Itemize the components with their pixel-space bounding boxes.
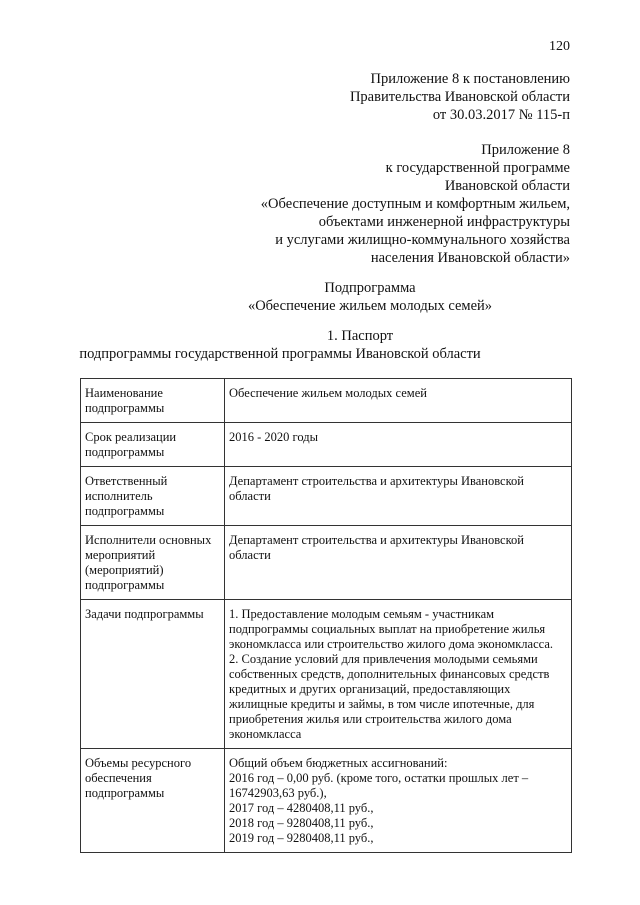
row-value-line: экономкласса (229, 727, 302, 741)
row-label-line: Срок реализации (85, 430, 177, 444)
row-value-line: 2019 год – 9280408,11 руб., (229, 831, 374, 845)
passport-table (80, 378, 572, 853)
row-value-line: собственных средств, дополнительных финансовых средств (229, 667, 550, 681)
row-value-line: Департамент строительства и архитектуры Ивановской (229, 474, 524, 488)
row-value-line: жилищные кредиты и займы, в том числе ипотечные, для (229, 697, 535, 711)
row-label-cell (81, 600, 225, 749)
subprogram-name: «Обеспечение жильем молодых семей» (247, 298, 493, 314)
appendix-program-line: Ивановской области (444, 178, 570, 194)
row-label-cell (81, 526, 225, 600)
appendix-program-line: объектами инженерной инфраструктуры (318, 214, 570, 230)
appendix-decree-line: от 30.03.2017 № 115-п (432, 107, 570, 123)
row-value-cell (225, 423, 572, 467)
row-value-line: области (229, 489, 271, 503)
row-label-line: обеспечения (85, 771, 152, 785)
table-row (81, 423, 572, 467)
row-value-line: экономкласса или строительство жилого дома экономкласса. (229, 637, 554, 651)
row-label-line: подпрограммы (85, 578, 165, 592)
row-label-line: Объемы ресурсного (85, 756, 192, 770)
row-label-line: (мероприятий) (85, 563, 164, 577)
row-label-line: подпрограммы (85, 445, 165, 459)
appendix-program-line: населения Ивановской области» (370, 250, 570, 266)
appendix-program-line: к государственной программе (385, 160, 570, 176)
row-value-line: 2016 - 2020 годы (229, 430, 319, 444)
row-value-line: области (229, 548, 271, 562)
row-label-line: подпрограммы (85, 401, 165, 415)
row-value-cell (225, 379, 572, 423)
row-value-line: 2018 год – 9280408,11 руб., (229, 816, 374, 830)
row-value-line: Обеспечение жильем молодых семей (229, 386, 427, 400)
table-row (81, 379, 572, 423)
subprogram-title-block (50, 279, 640, 315)
row-label-line: Ответственный (85, 474, 168, 488)
table-row (81, 526, 572, 600)
row-value-line: кредитных и других организаций, предоставляющих (229, 682, 511, 696)
row-label-cell (81, 749, 225, 853)
row-label-line: подпрограммы (85, 504, 165, 518)
row-value-line: 2. Создание условий для привлечения молодыми семьями (229, 652, 538, 666)
passport-heading-block (40, 327, 640, 363)
row-value-line: Общий объем бюджетных ассигнований: (229, 756, 448, 770)
row-value-line: подпрограммы социальных выплат на приобретение жилья (229, 622, 546, 636)
table-row (81, 467, 572, 526)
row-label-line: исполнитель (85, 489, 153, 503)
table-row (81, 600, 572, 749)
row-label-line: Исполнители основных (85, 533, 212, 547)
row-value-line: 2017 год – 4280408,11 руб., (229, 801, 374, 815)
appendix-program-line: «Обеспечение доступным и комфортным жильем, (260, 196, 570, 212)
row-label-cell (81, 467, 225, 526)
row-value-line: 1. Предоставление молодым семьям - участникам (229, 607, 495, 621)
row-label-cell (81, 423, 225, 467)
row-value-cell (225, 526, 572, 600)
appendix-decree-line: Правительства Ивановской области (349, 89, 570, 105)
appendix-decree-line: Приложение 8 к постановлению (370, 71, 570, 87)
appendix-decree-block (350, 70, 570, 124)
appendix-program-line: Приложение 8 (481, 142, 570, 158)
row-label-cell (81, 379, 225, 423)
page-number: 120 (549, 39, 570, 54)
table-row (81, 749, 572, 853)
appendix-program-line: и услугами жилищно-коммунального хозяйства (275, 232, 570, 248)
row-value-line: 2016 год – 0,00 руб. (кроме того, остатки прошлых лет – (229, 771, 529, 785)
subprogram-title: Подпрограмма (324, 280, 416, 296)
row-value-cell (225, 600, 572, 749)
row-value-line: приобретения жилья или строительства жилого дома (229, 712, 512, 726)
row-label-line: Задачи подпрограммы (85, 607, 204, 621)
row-label-line: Наименование (85, 386, 163, 400)
row-value-cell (225, 749, 572, 853)
row-label-line: подпрограммы (85, 786, 165, 800)
passport-subheading: подпрограммы государственной программы Ивановской области (79, 346, 481, 362)
passport-heading: 1. Паспорт (326, 328, 394, 344)
row-value-line: Департамент строительства и архитектуры Ивановской (229, 533, 524, 547)
appendix-program-block (261, 141, 570, 267)
row-label-line: мероприятий (85, 548, 156, 562)
row-value-line: 16742903,63 руб.), (229, 786, 327, 800)
row-value-cell (225, 467, 572, 526)
